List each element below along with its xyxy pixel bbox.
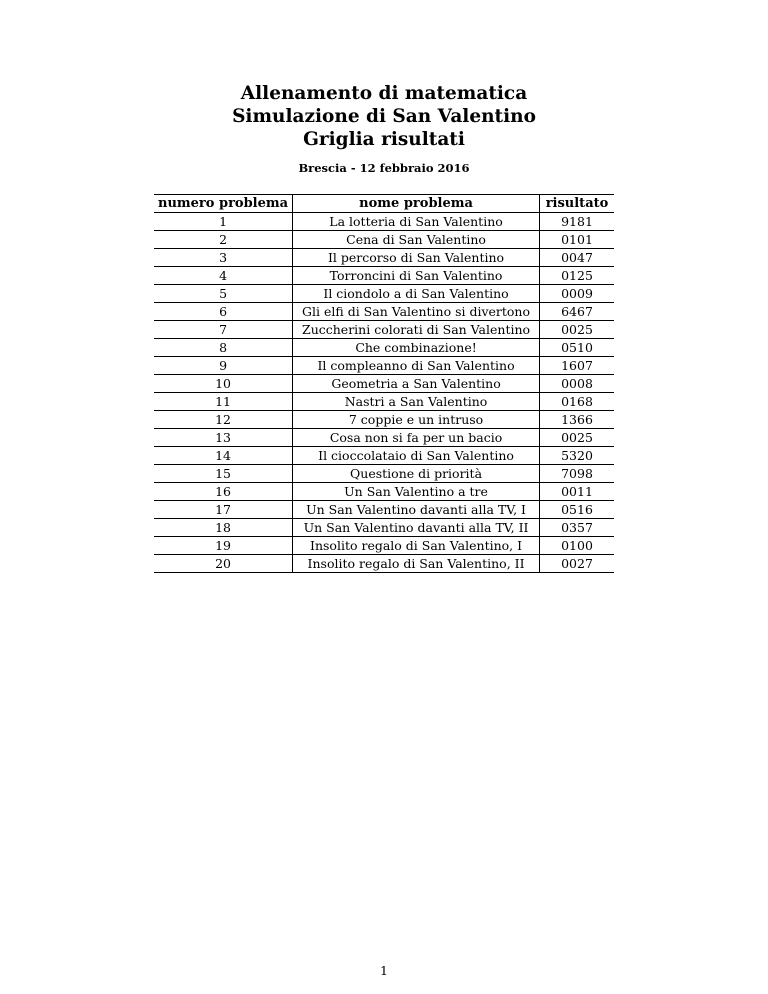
table-row [154, 447, 614, 465]
table-header-row [154, 195, 614, 213]
cell-result: 0516 [540, 501, 615, 519]
cell-number: 16 [154, 483, 293, 501]
cell-name: Il percorso di San Valentino [293, 249, 540, 267]
cell-number: 17 [154, 501, 293, 519]
table-row [154, 555, 614, 573]
cell-name: Gli elfi di San Valentino si divertono [293, 303, 540, 321]
table-row [154, 231, 614, 249]
cell-number: 9 [154, 357, 293, 375]
title-line-3: Griglia risultati [303, 129, 465, 150]
cell-name: Un San Valentino a tre [293, 483, 540, 501]
cell-name: Insolito regalo di San Valentino, I [293, 537, 540, 555]
cell-result: 0008 [540, 375, 615, 393]
cell-number: 10 [154, 375, 293, 393]
page-number: 1 [380, 963, 388, 978]
table-row [154, 285, 614, 303]
column-header-number: numero problema [154, 195, 293, 213]
cell-number: 20 [154, 555, 293, 573]
cell-result: 0025 [540, 429, 615, 447]
cell-result: 0025 [540, 321, 615, 339]
column-header-result: risultato [545, 196, 609, 211]
cell-number: 18 [154, 519, 293, 537]
cell-name: Cena di San Valentino [293, 231, 540, 249]
table-row [154, 483, 614, 501]
cell-result: 1607 [540, 357, 615, 375]
cell-name: Un San Valentino davanti alla TV, I [293, 501, 540, 519]
cell-result: 0027 [540, 555, 615, 573]
table-row [154, 519, 614, 537]
cell-result: 0101 [540, 231, 615, 249]
cell-number: 8 [154, 339, 293, 357]
cell-name: Torroncini di San Valentino [293, 267, 540, 285]
cell-name: Che combinazione! [293, 339, 540, 357]
cell-result: 1366 [540, 411, 615, 429]
cell-result: 0011 [540, 483, 615, 501]
cell-result: 0047 [540, 249, 615, 267]
table-row [154, 411, 614, 429]
cell-name: Geometria a San Valentino [293, 375, 540, 393]
cell-number: 3 [154, 249, 293, 267]
cell-name: Il cioccolataio di San Valentino [293, 447, 540, 465]
cell-number: 15 [154, 465, 293, 483]
cell-number: 19 [154, 537, 293, 555]
cell-number: 4 [154, 267, 293, 285]
cell-name: La lotteria di San Valentino [293, 213, 540, 231]
cell-result: 9181 [540, 213, 615, 231]
table-row [154, 249, 614, 267]
table-row [154, 537, 614, 555]
table-row [154, 321, 614, 339]
cell-result: 0357 [540, 519, 615, 537]
cell-number: 7 [154, 321, 293, 339]
subtitle-location-date: Brescia - 12 febbraio 2016 [298, 161, 470, 175]
cell-number: 11 [154, 393, 293, 411]
cell-result: 0510 [540, 339, 615, 357]
cell-number: 2 [154, 231, 293, 249]
cell-name: Nastri a San Valentino [293, 393, 540, 411]
cell-number: 12 [154, 411, 293, 429]
table-row [154, 501, 614, 519]
table-row [154, 213, 614, 231]
cell-number: 13 [154, 429, 293, 447]
document-header [0, 82, 768, 175]
table-row [154, 375, 614, 393]
table-row [154, 393, 614, 411]
cell-result: 7098 [540, 465, 615, 483]
cell-result: 0009 [540, 285, 615, 303]
cell-name: Il ciondolo a di San Valentino [293, 285, 540, 303]
cell-result: 0125 [540, 267, 615, 285]
column-header-name: nome problema [293, 195, 540, 213]
title-line-2: Simulazione di San Valentino [232, 106, 536, 127]
cell-name: 7 coppie e un intruso [293, 411, 540, 429]
table-row [154, 357, 614, 375]
cell-number: 14 [154, 447, 293, 465]
cell-name: Questione di priorità [293, 465, 540, 483]
cell-name: Insolito regalo di San Valentino, II [293, 555, 540, 573]
table-row [154, 429, 614, 447]
cell-result: 6467 [540, 303, 615, 321]
table-row [154, 339, 614, 357]
cell-name: Il compleanno di San Valentino [293, 357, 540, 375]
cell-number: 5 [154, 285, 293, 303]
table-row [154, 465, 614, 483]
table-header [154, 195, 614, 213]
title-line-1: Allenamento di matematica [240, 83, 528, 104]
cell-number: 1 [154, 213, 293, 231]
cell-name: Zuccherini colorati di San Valentino [293, 321, 540, 339]
cell-number: 6 [154, 303, 293, 321]
table-row [154, 267, 614, 285]
cell-result: 5320 [540, 447, 615, 465]
cell-result: 0100 [540, 537, 615, 555]
results-table [154, 194, 614, 573]
table-row [154, 303, 614, 321]
cell-result: 0168 [540, 393, 615, 411]
table-body [154, 213, 614, 573]
cell-name: Un San Valentino davanti alla TV, II [293, 519, 540, 537]
cell-name: Cosa non si fa per un bacio [293, 429, 540, 447]
